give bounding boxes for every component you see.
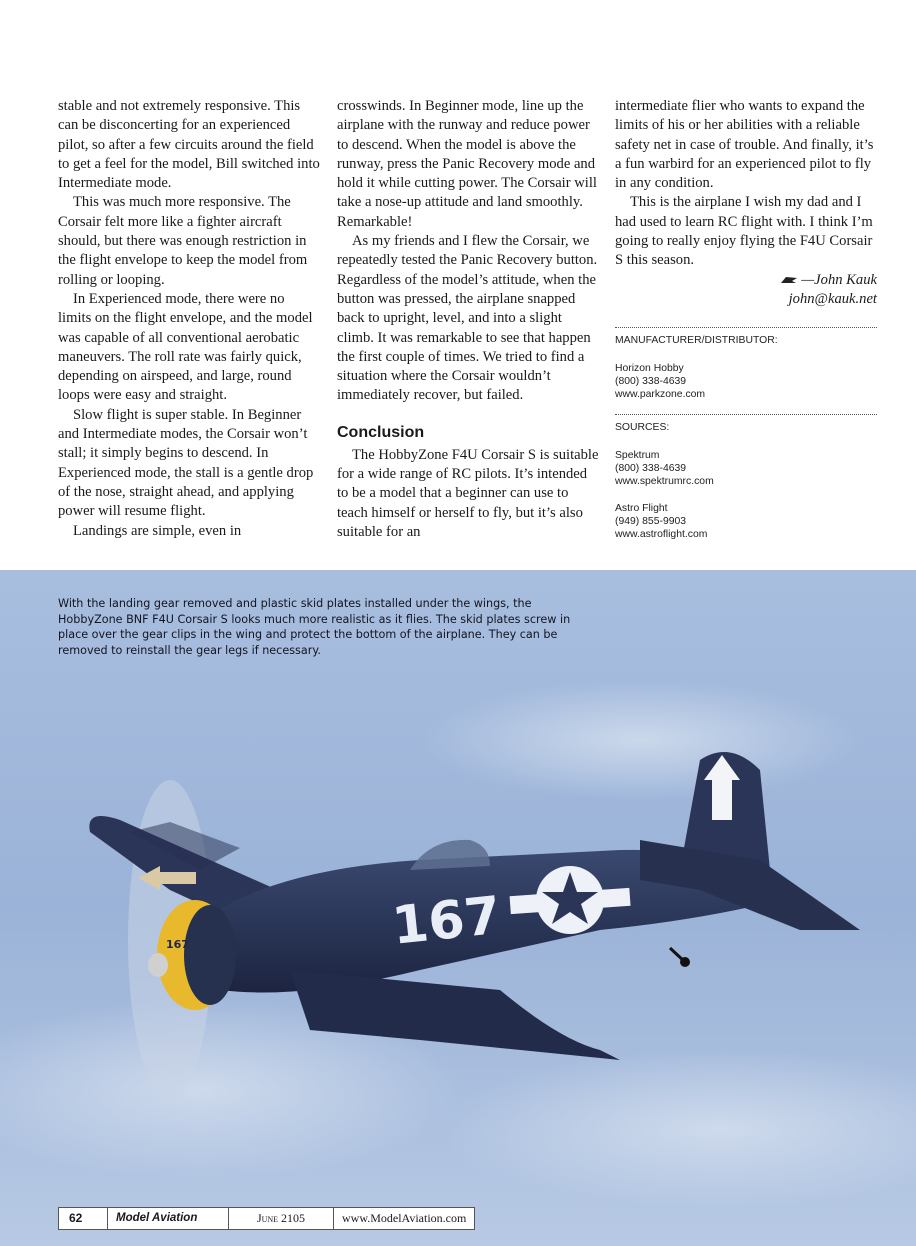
aircraft-illustration bbox=[0, 570, 916, 1246]
magazine-name: Model Aviation bbox=[108, 1208, 229, 1229]
article-column-2 bbox=[337, 97, 599, 542]
conclusion-heading: Conclusion bbox=[337, 423, 425, 441]
company-name: Spektrum bbox=[615, 449, 660, 461]
company-phone: (800) 338-4639 bbox=[615, 463, 687, 475]
paragraph: In Experienced mode, there were no limits on the flight envelope, and the model was capable of all conventional aerobatic maneuvers. The roll rate was fairly quick, depending on airspeed, and large, round loops were easy and straight. bbox=[58, 290, 313, 404]
company-phone: (949) 855-9903 bbox=[615, 515, 687, 527]
source-entry bbox=[615, 449, 877, 489]
author-name: —John Kauk bbox=[801, 271, 877, 288]
author-email: john@kauk.net bbox=[788, 290, 877, 307]
paragraph: crosswinds. In Beginner mode, line up the airplane with the runway and reduce power to descend. When the model is above the runway, press the Panic Recovery mode and hold it while cutting power. The Corsair will take a nose-up attitude and land smoothly. Remarkable! bbox=[337, 98, 597, 230]
company-name: Astro Flight bbox=[615, 502, 668, 514]
page-number: 62 bbox=[59, 1208, 108, 1229]
manufacturer-label: MANUFACTURER/DISTRIBUTOR: bbox=[615, 335, 778, 347]
paragraph: This was much more responsive. The Corsair felt more like a fighter aircraft should, but there was enough restriction in the flight envelope to keep the model from rolling or looping. bbox=[58, 194, 308, 288]
company-url[interactable]: www.astroflight.com bbox=[615, 529, 708, 541]
paragraph: Slow flight is super stable. In Beginner and Intermediate modes, the Corsair won’t stall; it simply begins to descend. In Experienced mode, the stall is a gentle drop of the nose, straight ahead, and applying power will resume flight. bbox=[58, 406, 314, 520]
cowl-number: 167 bbox=[166, 938, 189, 951]
article-column-1 bbox=[58, 97, 320, 541]
author-signature bbox=[615, 271, 877, 290]
source-entry bbox=[615, 502, 877, 542]
photo-caption: With the landing gear removed and plastic skid plates installed under the wings, the HobbyZone BNF F4U Corsair S looks much more realistic as it flies. The skid plates screw in place over the gear clips in the wing and protect the bottom of the airplane. They can be removed to reinstall the gear legs if necessary. bbox=[58, 597, 571, 657]
sources-label: SOURCES: bbox=[615, 422, 670, 434]
paragraph: intermediate flier who wants to expand the limits of his or her abilities with a reliable safety net in case of trouble. And finally, it’s a fun warbird for an experienced pilot to fly in any condition. bbox=[615, 98, 874, 192]
paragraph: This is the airplane I wish my dad and I had used to learn RC flight with. I think I’m going to really enjoy flying the F4U Corsair S this season. bbox=[615, 194, 873, 269]
website-link[interactable]: www.ModelAviation.com bbox=[342, 1211, 467, 1225]
paragraph: The HobbyZone F4U Corsair S is suitable for a wide range of RC pilots. It’s intended to be a model that a beginner can use to teach himself or herself to fly, but it’s also suitable for an bbox=[337, 446, 599, 540]
company-url[interactable]: www.parkzone.com bbox=[615, 389, 706, 401]
article-column-3 bbox=[615, 97, 877, 555]
fuselage-number: 167 bbox=[389, 885, 504, 957]
sources-box bbox=[615, 414, 877, 541]
paragraph: stable and not extremely responsive. This can be disconcerting for an experienced pilot, so after a few circuits around the field to get a feel for the model, Bill switched into Intermediate mode. bbox=[58, 98, 320, 192]
paragraph: Landings are simple, even in bbox=[73, 522, 242, 539]
company-url[interactable]: www.spektrumrc.com bbox=[615, 476, 714, 488]
corsair-photo bbox=[0, 570, 916, 1246]
end-mark-icon bbox=[780, 272, 802, 288]
paragraph: As my friends and I flew the Corsair, we repeatedly tested the Panic Recovery button. Regardless of the model’s attitude, when the button was pressed, the airplane snapped back to upright, level, and into a slight climb. It was remarkable to see that happen the first couple of times. We tried to find a situation where the Corsair wouldn’t immediately recover, but failed. bbox=[337, 233, 598, 404]
issue-date: June 2105 bbox=[229, 1208, 334, 1229]
page-footer bbox=[58, 1207, 475, 1230]
company-name: Horizon Hobby bbox=[615, 362, 684, 374]
company-phone: (800) 338-4639 bbox=[615, 375, 687, 387]
manufacturer-box bbox=[615, 327, 877, 401]
manufacturer-entry bbox=[615, 362, 877, 402]
